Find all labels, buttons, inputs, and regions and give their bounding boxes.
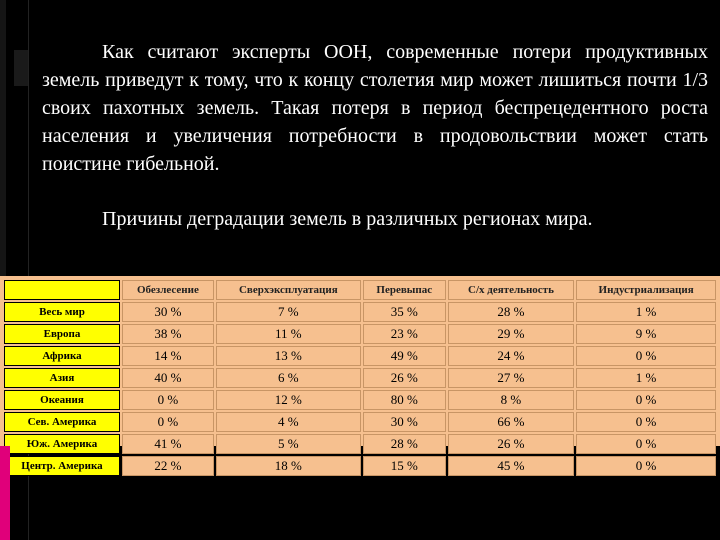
title-accent-bar — [14, 50, 28, 86]
value-cell: 38 % — [122, 324, 214, 344]
table-row — [4, 434, 716, 454]
value-cell: 27 % — [448, 368, 574, 388]
value-cell: 0 % — [576, 390, 716, 410]
value-cell: 23 % — [363, 324, 446, 344]
value-cell: 0 % — [122, 390, 214, 410]
region-cell: Весь мир — [4, 302, 120, 322]
degradation-table — [2, 278, 718, 478]
region-cell: Сев. Америка — [4, 412, 120, 432]
region-cell: Океания — [4, 390, 120, 410]
value-cell: 26 % — [363, 368, 446, 388]
value-cell: 29 % — [448, 324, 574, 344]
value-cell: 18 % — [216, 456, 361, 476]
table-row — [4, 368, 716, 388]
table-caption: Причины деградации земель в различных регионах мира. — [102, 208, 593, 230]
value-cell: 41 % — [122, 434, 214, 454]
value-cell: 5 % — [216, 434, 361, 454]
value-cell: 13 % — [216, 346, 361, 366]
value-cell: 45 % — [448, 456, 574, 476]
table-row — [4, 390, 716, 410]
header-agriculture: С/х деятельность — [448, 280, 574, 300]
value-cell: 28 % — [448, 302, 574, 322]
region-cell: Азия — [4, 368, 120, 388]
value-cell: 1 % — [576, 302, 716, 322]
value-cell: 66 % — [448, 412, 574, 432]
value-cell: 12 % — [216, 390, 361, 410]
value-cell: 0 % — [576, 412, 716, 432]
value-cell: 30 % — [363, 412, 446, 432]
table-row — [4, 456, 716, 476]
value-cell: 9 % — [576, 324, 716, 344]
value-cell: 0 % — [122, 412, 214, 432]
value-cell: 28 % — [363, 434, 446, 454]
value-cell: 7 % — [216, 302, 361, 322]
value-cell: 6 % — [216, 368, 361, 388]
value-cell: 24 % — [448, 346, 574, 366]
value-cell: 22 % — [122, 456, 214, 476]
value-cell: 26 % — [448, 434, 574, 454]
value-cell: 15 % — [363, 456, 446, 476]
value-cell: 80 % — [363, 390, 446, 410]
intro-paragraph: Как считают эксперты ООН, современные потери продуктивных земель приведут к тому, что к концу столетия мир может лишиться почти 1/3 своих пахотных земель. Такая потеря в период беспрецедентного роста населения и увеличения потребности в продовольствии может стать поистине гибельной. — [42, 41, 708, 175]
header-overexploitation: Сверхэксплуатация — [216, 280, 361, 300]
value-cell: 49 % — [363, 346, 446, 366]
region-cell: Юж. Америка — [4, 434, 120, 454]
value-cell: 0 % — [576, 456, 716, 476]
value-cell: 35 % — [363, 302, 446, 322]
region-cell: Европа — [4, 324, 120, 344]
region-cell: Центр. Америка — [4, 456, 120, 476]
value-cell: 14 % — [122, 346, 214, 366]
table-row — [4, 324, 716, 344]
table-row — [4, 302, 716, 322]
value-cell: 11 % — [216, 324, 361, 344]
table-row — [4, 346, 716, 366]
value-cell: 30 % — [122, 302, 214, 322]
value-cell: 0 % — [576, 434, 716, 454]
value-cell: 0 % — [576, 346, 716, 366]
degradation-table-panel — [0, 276, 720, 473]
value-cell: 1 % — [576, 368, 716, 388]
table-header-row — [4, 280, 716, 300]
header-deforestation: Обезлесение — [122, 280, 214, 300]
header-industrialization: Индустриализация — [576, 280, 716, 300]
header-overgrazing: Перевыпас — [363, 280, 446, 300]
value-cell: 40 % — [122, 368, 214, 388]
table-corner-cell — [4, 280, 120, 300]
pink-accent-strip — [0, 446, 10, 540]
value-cell: 4 % — [216, 412, 361, 432]
region-cell: Африка — [4, 346, 120, 366]
value-cell: 8 % — [448, 390, 574, 410]
table-row — [4, 412, 716, 432]
